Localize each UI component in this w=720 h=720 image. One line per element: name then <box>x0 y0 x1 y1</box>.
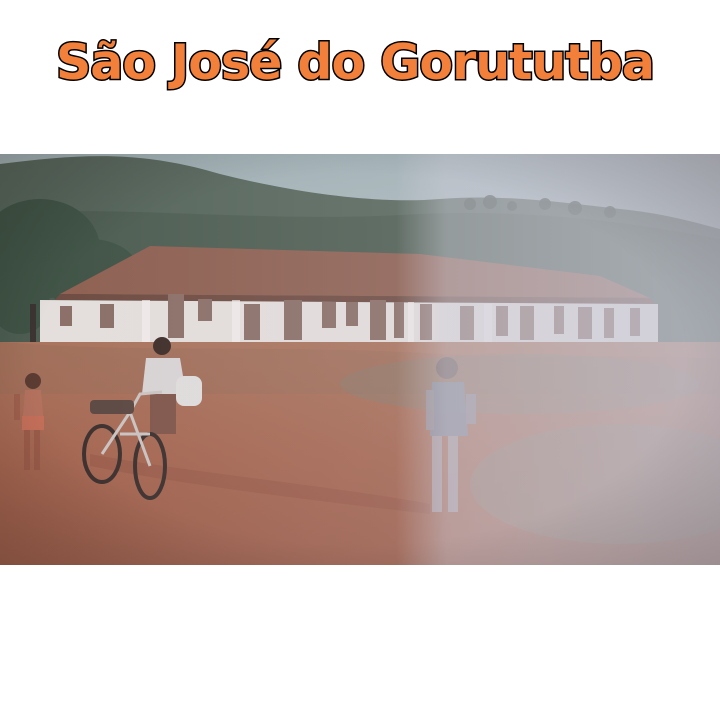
page-title: São José do Gorututba <box>55 34 655 91</box>
vintage-photograph <box>0 154 720 565</box>
